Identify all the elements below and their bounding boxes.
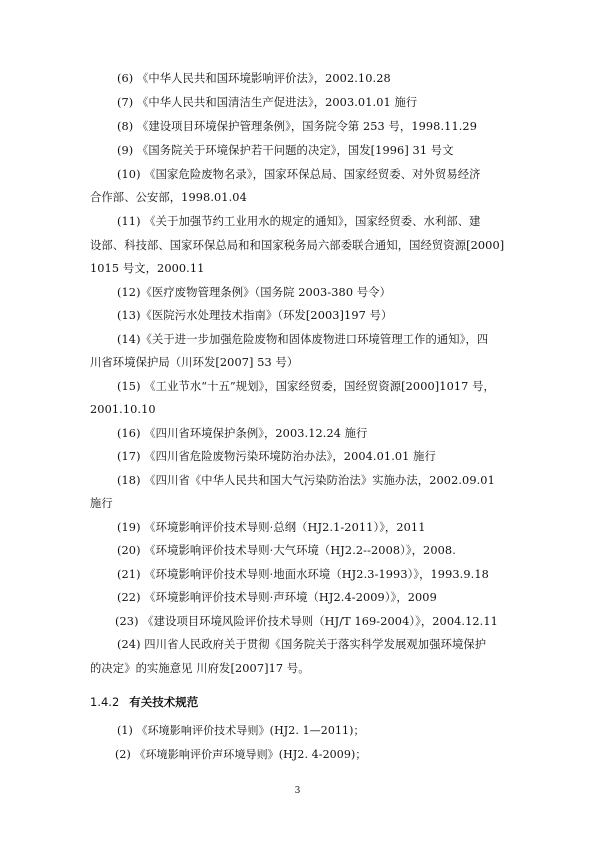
- regulation-line: (11) 《关于加强节约工业用水的规定的通知》，国家经贸委、水利部、建: [117, 215, 481, 228]
- page-number: 3: [294, 786, 301, 796]
- regulation-line: (6) 《中华人民共和国环境影响评价法》，2002.10.28: [117, 72, 391, 85]
- regulation-line: (7) 《中华人民共和国清洁生产促进法》，2003.01.01 施行: [117, 96, 418, 109]
- regulation-line: (23) 《建设项目环境风险评价技术导则（HJ/T 169-2004）》，2004.12.11: [115, 615, 498, 628]
- regulation-line: (9) 《国务院关于环境保护若干问题的决定》，国发[1996] 31 号文: [117, 144, 454, 157]
- regulation-line: 川省环境保护局（川环发[2007] 53 号）: [90, 356, 299, 369]
- regulation-line: (22) 《环境影响评价技术导则·声环境（HJ2.4-2009）》，2009: [117, 591, 437, 604]
- regulation-line: (15) 《工业节水“十五”规划》，国家经贸委，国经贸资源[2000]1017 号，: [117, 380, 495, 393]
- section-heading: [90, 695, 198, 709]
- regulation-line: (12)《医疗废物管理条例》（国务院 2003-380 号令）: [117, 286, 391, 299]
- regulation-line: 2001.10.10: [90, 403, 156, 416]
- regulation-line: (14)《关于进一步加强危险废物和固体废物进口环境管理工作的通知》，四: [117, 333, 489, 346]
- regulation-line: 1015 号文，2000.11: [90, 262, 205, 275]
- regulation-line: (17) 《四川省危险废物污染环境防治办法》，2004.01.01 施行: [117, 450, 436, 463]
- standard-line: (1) 《环境影响评价技术导则》(HJ2. 1—2011)；: [117, 724, 365, 737]
- regulation-line: (13)《医院污水处理技术指南》（环发[2003]197 号）: [117, 309, 393, 322]
- regulation-line: (8) 《建设项目环境保护管理条例》，国务院令第 253 号，1998.11.29: [117, 120, 478, 133]
- regulation-line: 的决定》的实施意见 川府发[2007]17 号。: [90, 662, 310, 675]
- section-number: 1.4.2: [90, 695, 120, 709]
- regulation-line: (19) 《环境影响评价技术导则·总纲（HJ2.1-2011）》，2011: [117, 521, 426, 534]
- regulation-line: 设部、科技部、国家环保总局和和国家税务局六部委联合通知，国经贸资源[2000]: [90, 239, 505, 252]
- regulation-line: (10) 《国家危险废物名录》，国家环保总局、国家经贸委、对外贸易经济: [117, 168, 481, 181]
- standard-line: (2) 《环境影响评价声环境导则》(HJ2. 4-2009)；: [115, 748, 367, 761]
- regulation-line: (18) 《四川省《中华人民共和国大气污染防治法》实施办法，2002.09.01: [117, 474, 495, 487]
- regulation-line: 合作部、公安部，1998.01.04: [90, 191, 247, 204]
- regulation-line: (21) 《环境影响评价技术导则·地面水环境（HJ2.3-1993）》，1993.9.18: [117, 568, 489, 581]
- regulation-line: 施行: [90, 497, 113, 510]
- regulation-line: (20) 《环境影响评价技术导则·大气环境（HJ2.2--2008）》，2008.: [117, 544, 456, 557]
- section-title: 有关技术规范: [129, 695, 199, 709]
- regulation-line: (24) 四川省人民政府关于贯彻《国务院关于落实科学发展观加强环境保护: [117, 638, 487, 651]
- regulation-line: (16) 《四川省环境保护条例》，2003.12.24 施行: [117, 427, 368, 440]
